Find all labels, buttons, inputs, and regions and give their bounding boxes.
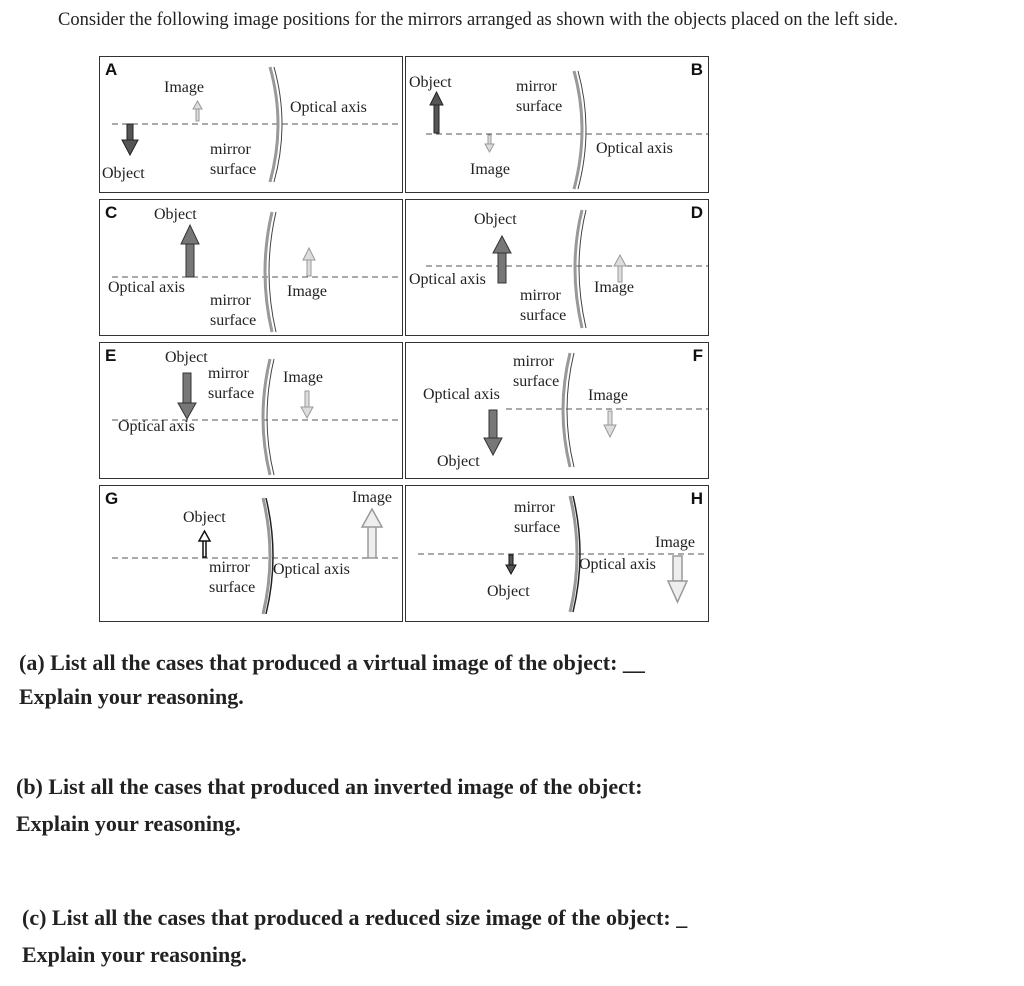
convex-mirror bbox=[263, 359, 270, 475]
image-label: Image bbox=[470, 161, 510, 178]
mirror-edge bbox=[567, 353, 574, 467]
object-arrow bbox=[199, 531, 210, 557]
surface-label: surface bbox=[209, 579, 256, 596]
convex-mirror bbox=[575, 210, 582, 328]
optical-axis-label: Optical axis bbox=[596, 140, 673, 157]
surface-label: surface bbox=[208, 385, 255, 402]
panel-label: B bbox=[690, 60, 703, 79]
mirror-edge bbox=[269, 212, 276, 332]
mirror-label: mirror bbox=[520, 287, 561, 304]
panel-label: G bbox=[105, 489, 119, 508]
panel-d bbox=[405, 199, 709, 336]
image-arrow bbox=[301, 391, 313, 418]
image-label: Image bbox=[352, 489, 392, 506]
object-arrow bbox=[430, 92, 443, 133]
mirror-edge bbox=[579, 210, 586, 328]
mirror-label: mirror bbox=[513, 353, 554, 370]
mirror-label: mirror bbox=[209, 559, 250, 576]
panel-h bbox=[405, 485, 709, 622]
object-label: Object bbox=[409, 74, 452, 91]
mirror-label: mirror bbox=[514, 499, 555, 516]
panel-c bbox=[99, 199, 403, 336]
object-label: Object bbox=[165, 349, 208, 366]
image-arrow bbox=[668, 556, 687, 602]
panel-label: A bbox=[105, 60, 118, 79]
image-arrow bbox=[193, 101, 202, 121]
image-label: Image bbox=[594, 279, 634, 296]
surface-label: surface bbox=[516, 98, 563, 115]
panel-a bbox=[99, 56, 403, 193]
concave-mirror bbox=[574, 71, 582, 189]
panel-label: E bbox=[105, 346, 117, 365]
object-arrow bbox=[181, 225, 199, 277]
surface-label: surface bbox=[513, 373, 560, 390]
explain-c: Explain your reasoning. bbox=[22, 942, 247, 967]
optical-axis-label: Optical axis bbox=[409, 271, 486, 288]
object-label: Object bbox=[474, 211, 517, 228]
object-arrow bbox=[493, 236, 511, 283]
optical-axis-label: Optical axis bbox=[579, 556, 656, 573]
explain-a: Explain your reasoning. bbox=[19, 684, 244, 709]
object-arrow bbox=[506, 555, 516, 574]
object-arrow bbox=[122, 124, 138, 155]
mirror-edge bbox=[267, 359, 274, 475]
object-arrow bbox=[484, 410, 502, 455]
mirror-label: mirror bbox=[516, 78, 557, 95]
image-arrow bbox=[485, 135, 494, 152]
panel-f bbox=[405, 342, 709, 479]
object-label: Object bbox=[154, 206, 197, 223]
object-label: Object bbox=[487, 583, 530, 600]
image-label: Image bbox=[287, 283, 327, 300]
surface-label: surface bbox=[520, 307, 567, 324]
mirror-label: mirror bbox=[210, 292, 251, 309]
explain-b: Explain your reasoning. bbox=[16, 811, 241, 836]
object-label: Object bbox=[102, 165, 145, 182]
image-arrow bbox=[604, 411, 616, 437]
image-arrow bbox=[303, 248, 315, 276]
image-arrow bbox=[362, 509, 382, 558]
mirror-cases-grid bbox=[99, 56, 710, 622]
optical-axis-label: Optical axis bbox=[290, 99, 367, 116]
object-arrow bbox=[178, 373, 196, 419]
intro-text: Consider the following image positions for the mirrors arranged as shown with the objects placed on the left side. bbox=[58, 10, 899, 30]
question-c: (c) List all the cases that produced a reduced size image of the object: _ bbox=[22, 905, 688, 930]
panel-label: C bbox=[105, 203, 118, 222]
question-b: (b) List all the cases that produced an inverted image of the object: bbox=[16, 774, 643, 799]
surface-label: surface bbox=[210, 161, 257, 178]
panel-label: H bbox=[690, 489, 703, 508]
image-label: Image bbox=[164, 79, 204, 96]
mirror-label: mirror bbox=[208, 365, 249, 382]
object-label: Object bbox=[437, 453, 480, 470]
mirror-label: mirror bbox=[210, 141, 251, 158]
image-label: Image bbox=[655, 534, 695, 551]
panel-g bbox=[99, 485, 403, 622]
image-label: Image bbox=[588, 387, 628, 404]
panel-h-drawing bbox=[406, 486, 709, 622]
surface-label: surface bbox=[514, 519, 561, 536]
object-label: Object bbox=[183, 509, 226, 526]
panel-e bbox=[99, 342, 403, 479]
surface-label: surface bbox=[210, 312, 257, 329]
panel-e-drawing bbox=[100, 343, 403, 479]
panel-label: D bbox=[690, 203, 703, 222]
panel-b bbox=[405, 56, 709, 193]
optical-axis-label: Optical axis bbox=[108, 279, 185, 296]
optical-axis-label: Optical axis bbox=[273, 561, 350, 578]
optical-axis-label: Optical axis bbox=[423, 386, 500, 403]
question-a: (a) List all the cases that produced a virtual image of the object: __ bbox=[19, 650, 645, 675]
panel-label: F bbox=[692, 346, 703, 365]
image-label: Image bbox=[283, 369, 323, 386]
optical-axis-label: Optical axis bbox=[118, 418, 195, 435]
